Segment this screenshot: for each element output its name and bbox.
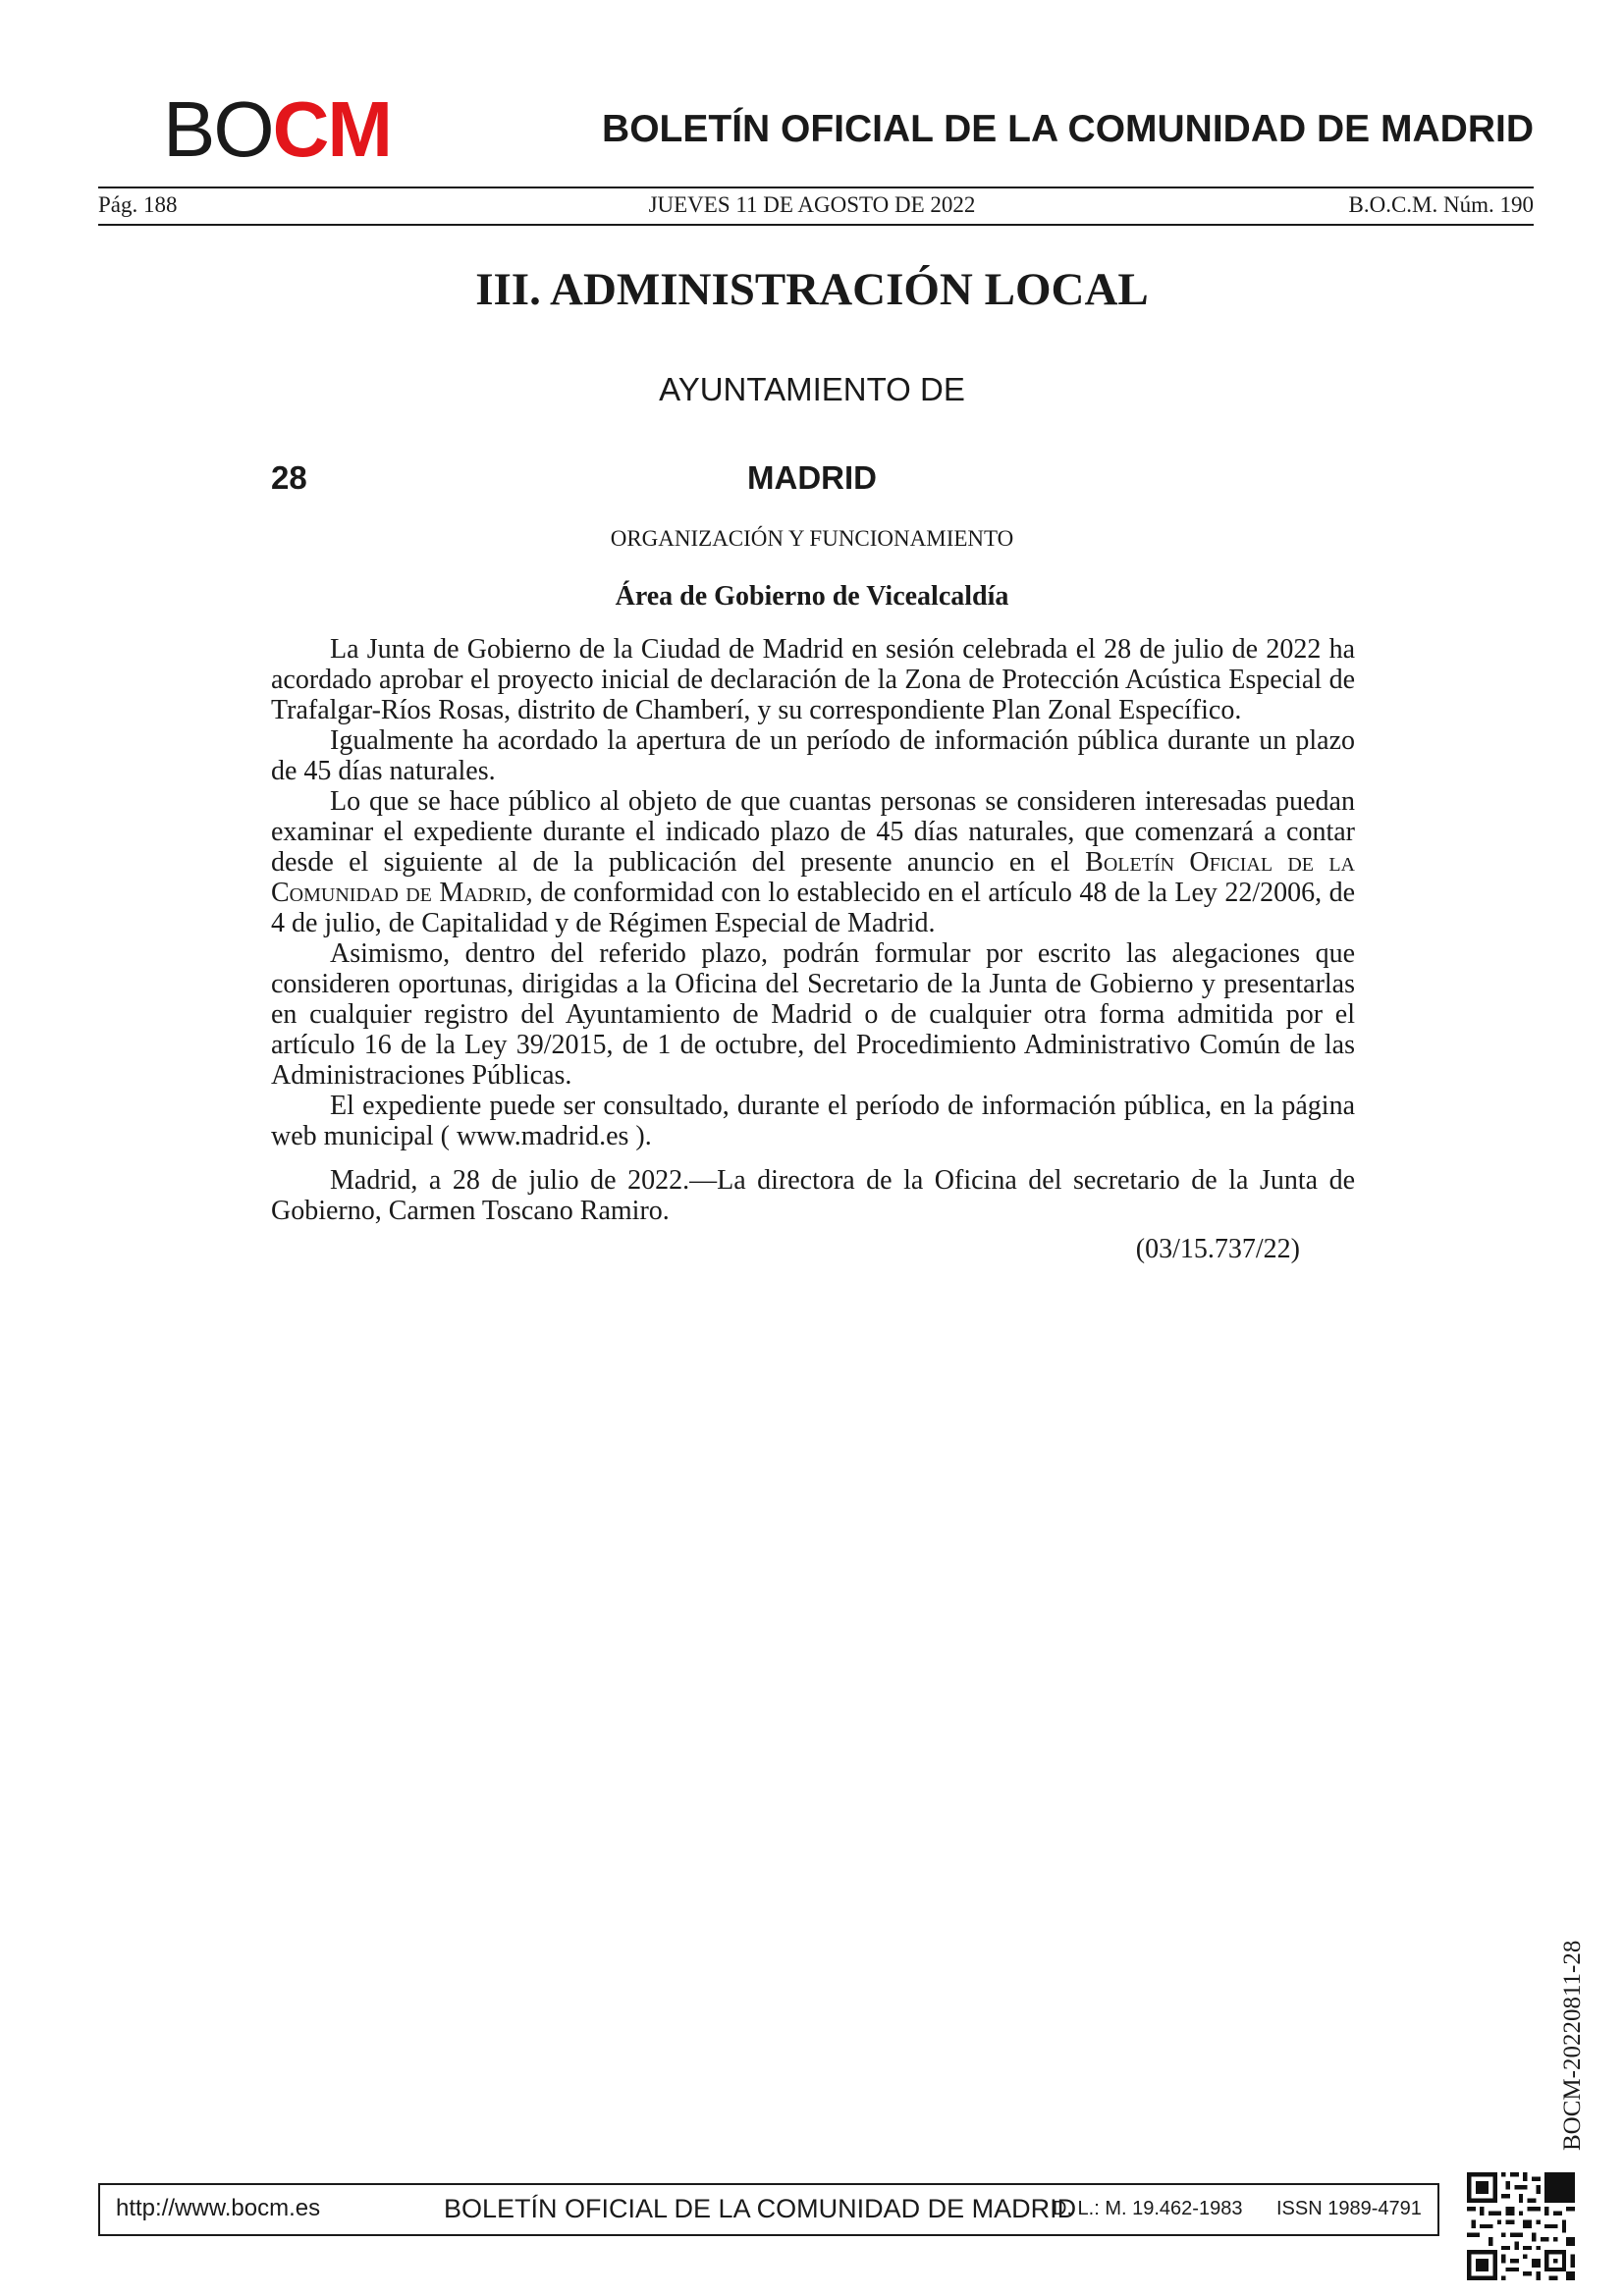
page-number: Pág. 188	[98, 192, 178, 217]
document-code: BOCM-20220811-28	[1559, 1940, 1586, 2151]
category-label: ORGANIZACIÓN Y FUNCIONAMIENTO	[610, 526, 1014, 551]
logo-cm: CM	[272, 85, 392, 173]
paragraph-1: La Junta de Gobierno de la Ciudad de Madrid en sesión celebrada el 28 de julio de 2022 ha acordado aprobar el proyecto inicial de declaración de la Zona de Protección Acústica Especial de Trafalgar-Ríos Rosas, distrito de Chamberí, y su correspondiente Plan Zonal Específico.	[271, 634, 1355, 725]
header-rule	[98, 187, 1534, 188]
footer-box	[98, 2183, 1439, 2236]
footer-title: BOLETÍN OFICIAL DE LA COMUNIDAD DE MADRID	[444, 2194, 1077, 2223]
footer-url-link[interactable]: http://www.bocm.es	[116, 2195, 321, 2221]
bocm-logo	[163, 85, 392, 173]
paragraph-2: Igualmente ha acordado la apertura de un período de información pública durante un plazo de 45 días naturales.	[271, 725, 1355, 786]
announcement-body	[271, 634, 1355, 1264]
reference-code: (03/15.737/22)	[1135, 1234, 1300, 1264]
city-name: MADRID	[747, 459, 877, 496]
paragraph-5: El expediente puede ser consultado, durante el período de información pública, en la página web municipal ( www.madrid.es ).	[271, 1091, 1355, 1151]
bocm-smallcaps-reference: Boletín Oficial de la Comunidad de Madrid	[271, 847, 1356, 908]
signature: Madrid, a 28 de julio de 2022.—La directora de la Oficina del secretario de la Junta de Gobierno, Carmen Toscano Ramiro.	[271, 1165, 1355, 1226]
area-heading: Área de Gobierno de Vicealcaldía	[615, 581, 1009, 612]
paragraph-4: Asimismo, dentro del referido plazo, podrán formular por escrito las alegaciones que consideren oportunas, dirigidas a la Oficina del Secretario de la Junta de Gobierno y presentarlas en cualquier registro del Ayuntamiento de Madrid o de cualquier otra forma admitida por el artículo 16 de la Ley 39/2015, de 1 de octubre, del Procedimiento Administrativo Común de las Administraciones Públicas.	[271, 938, 1355, 1091]
legal-deposit: D. L.: M. 19.462-1983	[1053, 2198, 1243, 2219]
paragraph-3	[271, 786, 1355, 938]
paragraph-3-part-b: , de conformidad con lo establecido en el artículo 48 de la Ley 22/2006, de 4 de julio, de Capitalidad y de Régimen Especial de Madrid.	[271, 878, 1355, 938]
entry-number: 28	[271, 459, 307, 496]
ayuntamiento-label: AYUNTAMIENTO DE	[659, 371, 965, 407]
header-title: BOLETÍN OFICIAL DE LA COMUNIDAD DE MADRID	[602, 108, 1534, 150]
section-title: III. ADMINISTRACIÓN LOCAL	[475, 264, 1149, 315]
logo-bo: BO	[163, 85, 273, 173]
issue-number: B.O.C.M. Núm. 190	[1348, 192, 1534, 217]
issn: ISSN 1989-4791	[1276, 2198, 1422, 2219]
paragraph-3-part-a: Lo que se hace público al objeto de que cuantas personas se consideren interesadas puedan examinar el expediente durante el indicado plazo de 45 días naturales, que comenzará a contar desde el siguiente al de la publicación del presente anuncio en el	[271, 786, 1355, 878]
issue-date: JUEVES 11 DE AGOSTO DE 2022	[648, 192, 976, 217]
qr-code-icon	[1467, 2172, 1575, 2280]
meta-rule	[98, 224, 1534, 226]
